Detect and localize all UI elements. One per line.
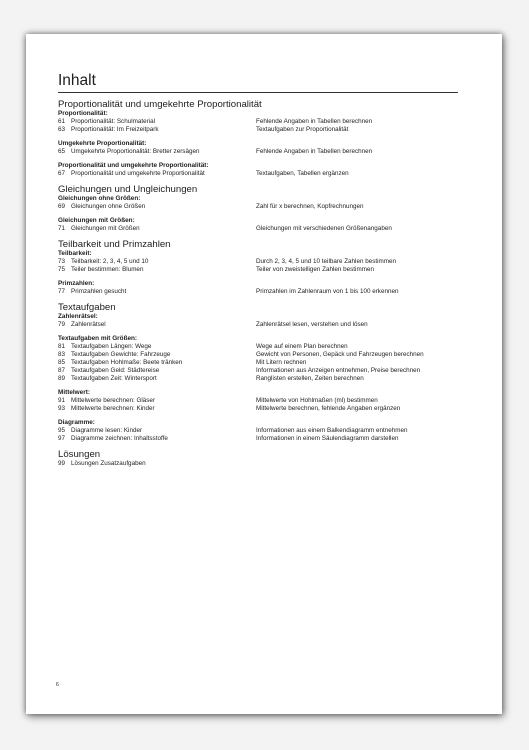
toc-section: [58, 140, 458, 156]
toc-section: [58, 419, 458, 443]
section-title: Umgekehrte Proportionalität:: [58, 140, 147, 147]
entry-page-number: 99: [58, 460, 66, 467]
entry-description: Gleichungen mit verschiedenen Größenangaben: [256, 225, 392, 232]
toc-entry: [58, 460, 458, 468]
entry-description: [256, 460, 458, 468]
entry-topic: Umgekehrte Proportionalität: Bretter zersägen: [71, 148, 200, 155]
entry-topic: Teiler bestimmen: Blumen: [71, 266, 144, 273]
toc-entry: [58, 118, 458, 126]
entry-description: Durch 2, 3, 4, 5 und 10 teilbare Zahlen bestimmen: [256, 258, 397, 265]
toc-section: [58, 460, 458, 468]
section-title: Textaufgaben mit Größen:: [58, 335, 138, 342]
entry-page-number: 65: [58, 148, 66, 155]
entry-description: Zahlenrätsel lesen, verstehen und lösen: [256, 321, 368, 328]
entry-page-number: 91: [58, 397, 66, 404]
section-title: Gleichungen ohne Größen:: [58, 195, 141, 202]
entry-page-number: 69: [58, 203, 66, 210]
chapter-title: Textaufgaben: [58, 302, 116, 313]
entry-description: Textaufgaben zur Proportionalität: [256, 126, 349, 133]
entry-description: Informationen aus Anzeigen entnehmen, Preise berechnen: [256, 367, 421, 374]
toc-section: [58, 162, 458, 178]
toc-section: [58, 110, 458, 134]
entry-topic: Zahlenrätsel: [71, 321, 106, 328]
chapter-title: Teilbarkeit und Primzahlen: [58, 239, 171, 250]
toc-section: [58, 335, 458, 383]
toc-chapter: [58, 184, 458, 233]
section-title: Proportionalität und umgekehrte Proportionalität:: [58, 162, 209, 169]
chapter-title: Lösungen: [58, 449, 101, 460]
entry-page-number: 73: [58, 258, 66, 265]
entry-description: Informationen aus einem Balkendiagramm entnehmen: [256, 427, 408, 434]
toc-entry: [58, 359, 458, 367]
toc-chapter: [58, 99, 458, 178]
entry-page-number: 95: [58, 427, 66, 434]
entry-page-number: 97: [58, 435, 66, 442]
entry-description: Zahl für x berechnen, Kopfrechnungen: [256, 203, 364, 210]
toc-entry: [58, 321, 458, 329]
toc-section: [58, 313, 458, 329]
entry-topic: Textaufgaben Geld: Städtereise: [71, 367, 160, 374]
toc-section: [58, 195, 458, 211]
toc-entry: [58, 367, 458, 375]
entry-description: Fehlende Angaben in Tabellen berechnen: [256, 118, 373, 125]
entry-page-number: 75: [58, 266, 66, 273]
page-number: 6: [56, 682, 59, 688]
entry-page-number: 85: [58, 359, 66, 366]
entry-description: Mittelwerte berechnen, fehlende Angaben ergänzen: [256, 405, 401, 412]
entry-topic: Textaufgaben Zeit: Wintersport: [71, 375, 157, 382]
toc-entry: [58, 351, 458, 359]
toc-entry: [58, 170, 458, 178]
toc-entry: [58, 266, 458, 274]
entry-topic: Proportionalität: Schulmaterial: [71, 118, 155, 125]
entry-topic: Lösungen Zusatzaufgaben: [71, 460, 146, 467]
entry-topic: Textaufgaben Längen: Wege: [71, 343, 152, 350]
toc-entry: [58, 375, 458, 383]
entry-page-number: 79: [58, 321, 66, 328]
section-title: Mittelwert:: [58, 389, 90, 396]
document-page: [26, 34, 502, 714]
entry-topic: Primzahlen gesucht: [71, 288, 127, 295]
entry-page-number: 71: [58, 225, 66, 232]
entry-description: Wege auf einem Plan berechnen: [256, 343, 348, 350]
entry-description: Teiler von zweistelligen Zahlen bestimmen: [256, 266, 374, 273]
toc-entry: [58, 126, 458, 134]
entry-page-number: 83: [58, 351, 66, 358]
entry-description: Mit Litern rechnen: [256, 359, 307, 366]
entry-description: Textaufgaben, Tabellen ergänzen: [256, 170, 349, 177]
entry-description: Informationen in einem Säulendiagramm darstellen: [256, 435, 399, 442]
page-title: Inhalt: [58, 72, 458, 93]
toc-content: [58, 72, 458, 474]
entry-page-number: 61: [58, 118, 66, 125]
toc-entry: [58, 427, 458, 435]
section-title: Gleichungen mit Größen:: [58, 217, 135, 224]
toc-entry: [58, 203, 458, 211]
entry-topic: Diagramme lesen: Kinder: [71, 427, 143, 434]
entry-page-number: 89: [58, 375, 66, 382]
entry-description: Fehlende Angaben in Tabellen berechnen: [256, 148, 373, 155]
toc-section: [58, 389, 458, 413]
entry-topic: Teilbarkeit: 2, 3, 4, 5 und 10: [71, 258, 149, 265]
section-title: Primzahlen:: [58, 280, 95, 287]
entry-topic: Gleichungen mit Größen: [71, 225, 140, 232]
section-title: Proportionalität:: [58, 110, 108, 117]
toc-entry: [58, 225, 458, 233]
entry-page-number: 67: [58, 170, 66, 177]
entry-description: Ranglisten erstellen, Zeiten berechnen: [256, 375, 364, 382]
toc-chapter: [58, 449, 458, 468]
toc-entry: [58, 148, 458, 156]
toc-section: [58, 217, 458, 233]
toc-entry: [58, 405, 458, 413]
entry-topic: Textaufgaben Hohlmaße: Beete tränken: [71, 359, 183, 366]
entry-topic: Proportionalität: Im Freizeitpark: [71, 126, 159, 133]
entry-topic: Mittelwerte berechnen: Gläser: [71, 397, 155, 404]
section-title: Zahlenrätsel:: [58, 313, 98, 320]
entry-description: Gewicht von Personen, Gepäck und Fahrzeugen berechnen: [256, 351, 424, 358]
section-title: Teilbarkeit:: [58, 250, 92, 257]
entry-page-number: 81: [58, 343, 66, 350]
entry-page-number: 77: [58, 288, 66, 295]
entry-topic: Diagramme zeichnen: Inhaltsstoffe: [71, 435, 168, 442]
toc-section: [58, 280, 458, 296]
chapter-title: Proportionalität und umgekehrte Proportionalität: [58, 99, 262, 110]
toc-entry: [58, 258, 458, 266]
entry-page-number: 93: [58, 405, 66, 412]
entry-page-number: 63: [58, 126, 66, 133]
section-title: Diagramme:: [58, 419, 95, 426]
entry-topic: Proportionalität und umgekehrte Proportionalität: [71, 170, 205, 177]
toc-chapter: [58, 239, 458, 296]
entry-description: Mittelwerte von Hohlmaßen (ml) bestimmen: [256, 397, 378, 404]
toc-entry: [58, 288, 458, 296]
toc-chapter: [58, 302, 458, 443]
toc-section: [58, 250, 458, 274]
entry-topic: Mittelwerte berechnen: Kinder: [71, 405, 155, 412]
table-of-contents: [58, 99, 458, 468]
entry-page-number: 87: [58, 367, 66, 374]
toc-entry: [58, 397, 458, 405]
toc-entry: [58, 435, 458, 443]
entry-topic: Gleichungen ohne Größen: [71, 203, 146, 210]
toc-entry: [58, 343, 458, 351]
chapter-title: Gleichungen und Ungleichungen: [58, 184, 198, 195]
entry-description: Primzahlen im Zahlenraum von 1 bis 100 erkennen: [256, 288, 399, 295]
entry-topic: Textaufgaben Gewichte: Fahrzeuge: [71, 351, 171, 358]
